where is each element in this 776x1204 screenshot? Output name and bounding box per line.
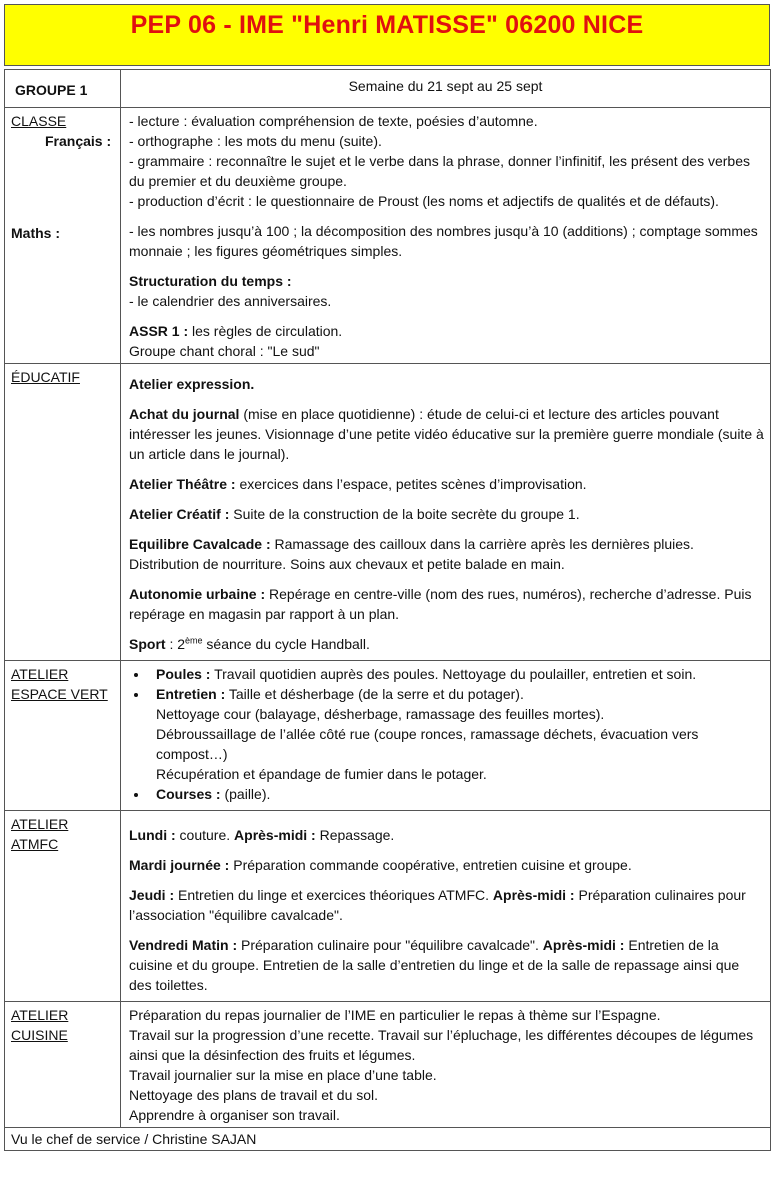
temps-line: - le calendrier des anniversaires.: [129, 293, 332, 309]
sport-paragraph: Sport : 2ème séance du cycle Handball.: [129, 635, 370, 652]
section-content-classe: [121, 108, 771, 364]
section-label-line2: CUISINE: [11, 1027, 68, 1043]
section-label-educatif: ÉDUCATIF: [11, 369, 80, 385]
assr-text: les règles de circulation.: [188, 323, 343, 339]
list-item: - lecture : évaluation compréhension de texte, poésies d’automne.: [129, 113, 538, 129]
section-atmfc: [5, 811, 771, 1002]
section-label-line1: ATELIER: [11, 816, 69, 832]
schedule-table: [4, 69, 771, 1151]
table-header-row: [5, 70, 771, 108]
assr-title: ASSR 1 :: [129, 323, 189, 339]
mardi-paragraph: Mardi journée : Préparation commande coopérative, entretien cuisine et groupe.: [129, 857, 632, 873]
section-content-espace-vert: [121, 661, 771, 811]
page-title: PEP 06 - IME "Henri MATISSE" 06200 NICE: [4, 4, 770, 66]
list-item: • Entretien : Taille et désherbage (de la serre et du potager). Nettoyage cour (balayage, désherbage, ramassage des feuilles mortes). Débroussaillage de l’allée côté rue (coupe ronces, ramassage déchets, évacuation vers compost…) Récupération et épandage de fumier dans le potager.: [149, 684, 764, 784]
maths-content: - les nombres jusqu’à 100 ; la décomposition des nombres jusqu’à 10 (additions) ; comptage sommes monnaie ; les figures géométriques simples.: [129, 223, 758, 259]
section-label-cell: [5, 364, 121, 661]
week-label: Semaine du 21 sept au 25 sept: [121, 70, 771, 108]
footer-row: [5, 1128, 771, 1151]
cavalcade-paragraph: Equilibre Cavalcade : Ramassage des cailloux dans la carrière après les dernières pluies. Distribution de nourriture. Soins aux chevaux et petite balade en main.: [129, 536, 694, 572]
assr-content: [129, 321, 764, 361]
section-label-cell: [5, 811, 121, 1002]
list-item: Travail journalier sur la mise en place d’une table.: [129, 1067, 437, 1083]
chant-line: Groupe chant choral : "Le sud": [129, 343, 320, 359]
section-label-classe: CLASSE: [11, 113, 67, 129]
list-item: Préparation du repas journalier de l’IME en particulier le repas à thème sur l’Espagne.: [129, 1007, 661, 1023]
section-content-atmfc: [121, 811, 771, 1002]
list-item: Travail sur la progression d’une recette. Travail sur l’épluchage, les différentes découpes de légumes ainsi que la désinfection des fruits et légumes.: [129, 1027, 754, 1063]
section-educatif: [5, 364, 771, 661]
expression-title: Atelier expression.: [129, 376, 255, 392]
temps-title: Structuration du temps :: [129, 273, 292, 289]
signature-line: Vu le chef de service / Christine SAJAN: [5, 1128, 771, 1151]
list-item: Apprendre à organiser son travail.: [129, 1107, 340, 1123]
journal-paragraph: Achat du journal (mise en place quotidienne) : étude de celui-ci et lecture des articles pouvant intéresser les jeunes. Visionnage d’une petite vidéo éducative sur la première guerre mondiale (suite à un article dans le journal).: [129, 406, 764, 462]
section-content-educatif: [121, 364, 771, 661]
section-label-cell: [5, 108, 121, 364]
creatif-paragraph: Atelier Créatif : Suite de la construction de la boite secrète du groupe 1.: [129, 506, 580, 522]
group-label: GROUPE 1: [5, 70, 121, 108]
temps-content: [129, 271, 764, 311]
section-espace-vert: [5, 661, 771, 811]
section-label-line1: ATELIER: [11, 666, 69, 682]
document-page: [4, 4, 770, 1151]
francais-label: Français :: [45, 133, 112, 149]
section-classe: [5, 108, 771, 364]
list-item: - orthographe : les mots du menu (suite).: [129, 133, 382, 149]
list-item: - production d’écrit : le questionnaire de Proust (les noms et adjectifs de qualités et de défauts).: [129, 193, 719, 209]
theatre-paragraph: Atelier Théâtre : exercices dans l’espace, petites scènes d’improvisation.: [129, 476, 587, 492]
section-label-line2: ESPACE VERT: [11, 686, 108, 702]
autonomie-paragraph: Autonomie urbaine : Repérage en centre-ville (nom des rues, numéros), recherche d’adresse. Puis repérage en magasin par rapport à un plan.: [129, 586, 752, 622]
vendredi-paragraph: Vendredi Matin : Préparation culinaire pour "équilibre cavalcade". Après-midi : Entretien de la cuisine et du groupe. Entretien de la salle d’entretien du linge et de la salle de repassage ainsi que des toilettes.: [129, 937, 740, 993]
section-label-line2: ATMFC: [11, 836, 59, 852]
list-item: - grammaire : reconnaître le sujet et le verbe dans la phrase, donner l’infinitif, les présent des verbes du premier et du deuxième groupe.: [129, 153, 750, 189]
section-content-cuisine: [121, 1002, 771, 1128]
jeudi-paragraph: Jeudi : Entretien du linge et exercices théoriques ATMFC. Après-midi : Préparation culinaires pour l’association "équilibre cavalcade".: [129, 887, 746, 923]
lundi-paragraph: Lundi : couture. Après-midi : Repassage.: [129, 827, 395, 843]
bullet-list: [129, 664, 764, 804]
list-item: • Courses : (paille).: [149, 784, 764, 804]
section-label-cell: [5, 1002, 121, 1128]
maths-label: Maths :: [11, 225, 60, 241]
section-cuisine: [5, 1002, 771, 1128]
section-label-cell: [5, 661, 121, 811]
list-item: Nettoyage des plans de travail et du sol.: [129, 1087, 379, 1103]
list-item: • Poules : Travail quotidien auprès des poules. Nettoyage du poulailler, entretien et soin.: [149, 664, 764, 684]
francais-content: [129, 111, 764, 211]
section-label-line1: ATELIER: [11, 1007, 69, 1023]
